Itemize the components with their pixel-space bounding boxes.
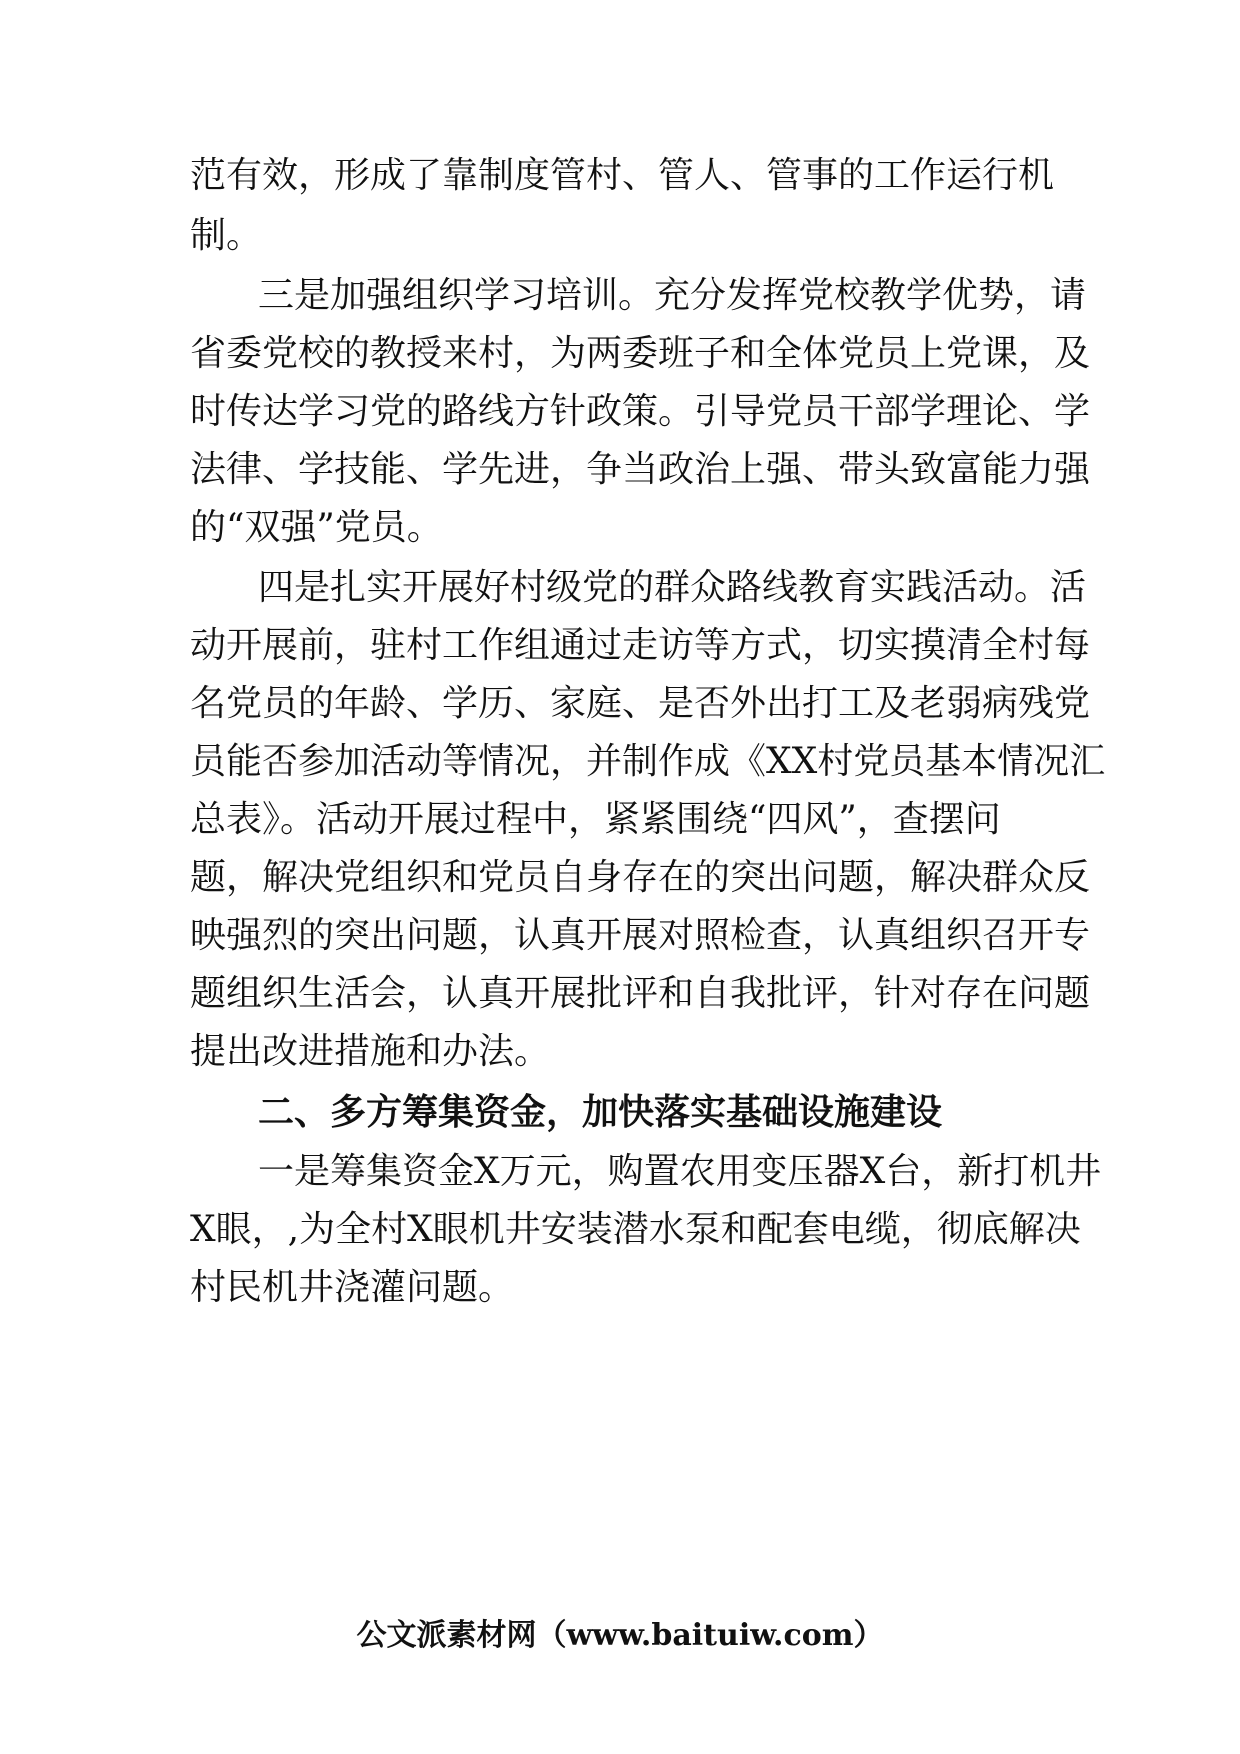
- paragraph-line: 动开展前，驻村工作组通过走访等方式，切实摸清全村每: [190, 625, 1091, 666]
- paragraph-line: 名党员的年龄、学历、家庭、是否外出打工及老弱病残党: [190, 683, 1091, 724]
- paragraph-line: 制。: [190, 215, 263, 256]
- section-heading: 二、多方筹集资金，加快落实基础设施建设: [258, 1091, 943, 1133]
- paragraph-line: 题组织生活会，认真开展批评和自我批评，针对存在问题: [190, 973, 1091, 1014]
- paragraph-line: 总表》。活动开展过程中，紧紧围绕“四风”，查摆问: [190, 799, 1001, 840]
- footer-watermark: 公文派素材网（www.baituiw.com）: [356, 1618, 884, 1653]
- paragraph-line: 法律、学技能、学先进，争当政治上强、带头致富能力强: [190, 449, 1091, 490]
- paragraph-line: 一是筹集资金X万元，购置农用变压器X台，新打机井: [258, 1151, 1102, 1192]
- paragraph-line: X眼，,为全村X眼机井安装潜水泵和配套电缆，彻底解决: [190, 1209, 1081, 1250]
- paragraph-line: 题，解决党组织和党员自身存在的突出问题，解决群众反: [190, 857, 1091, 898]
- paragraph-line: 村民机井浇灌问题。: [190, 1267, 515, 1308]
- paragraph-line: 三是加强组织学习培训。充分发挥党校教学优势，请: [258, 275, 1087, 316]
- paragraph-line: 范有效，形成了靠制度管村、管人、管事的工作运行机: [190, 155, 1055, 196]
- paragraph-line: 时传达学习党的路线方针政策。引导党员干部学理论、学: [190, 391, 1091, 432]
- paragraph-line: 省委党校的教授来村，为两委班子和全体党员上党课，及: [190, 333, 1091, 374]
- paragraph-line: 的“双强”党员。: [190, 507, 443, 548]
- paragraph-line: 映强烈的突出问题，认真开展对照检查，认真组织召开专: [190, 915, 1091, 956]
- paragraph-line: 提出改进措施和办法。: [190, 1031, 551, 1072]
- paragraph-line: 四是扎实开展好村级党的群众路线教育实践活动。活: [258, 567, 1087, 608]
- paragraph-line: 员能否参加活动等情况，并制作成《XX村党员基本情况汇: [190, 741, 1106, 782]
